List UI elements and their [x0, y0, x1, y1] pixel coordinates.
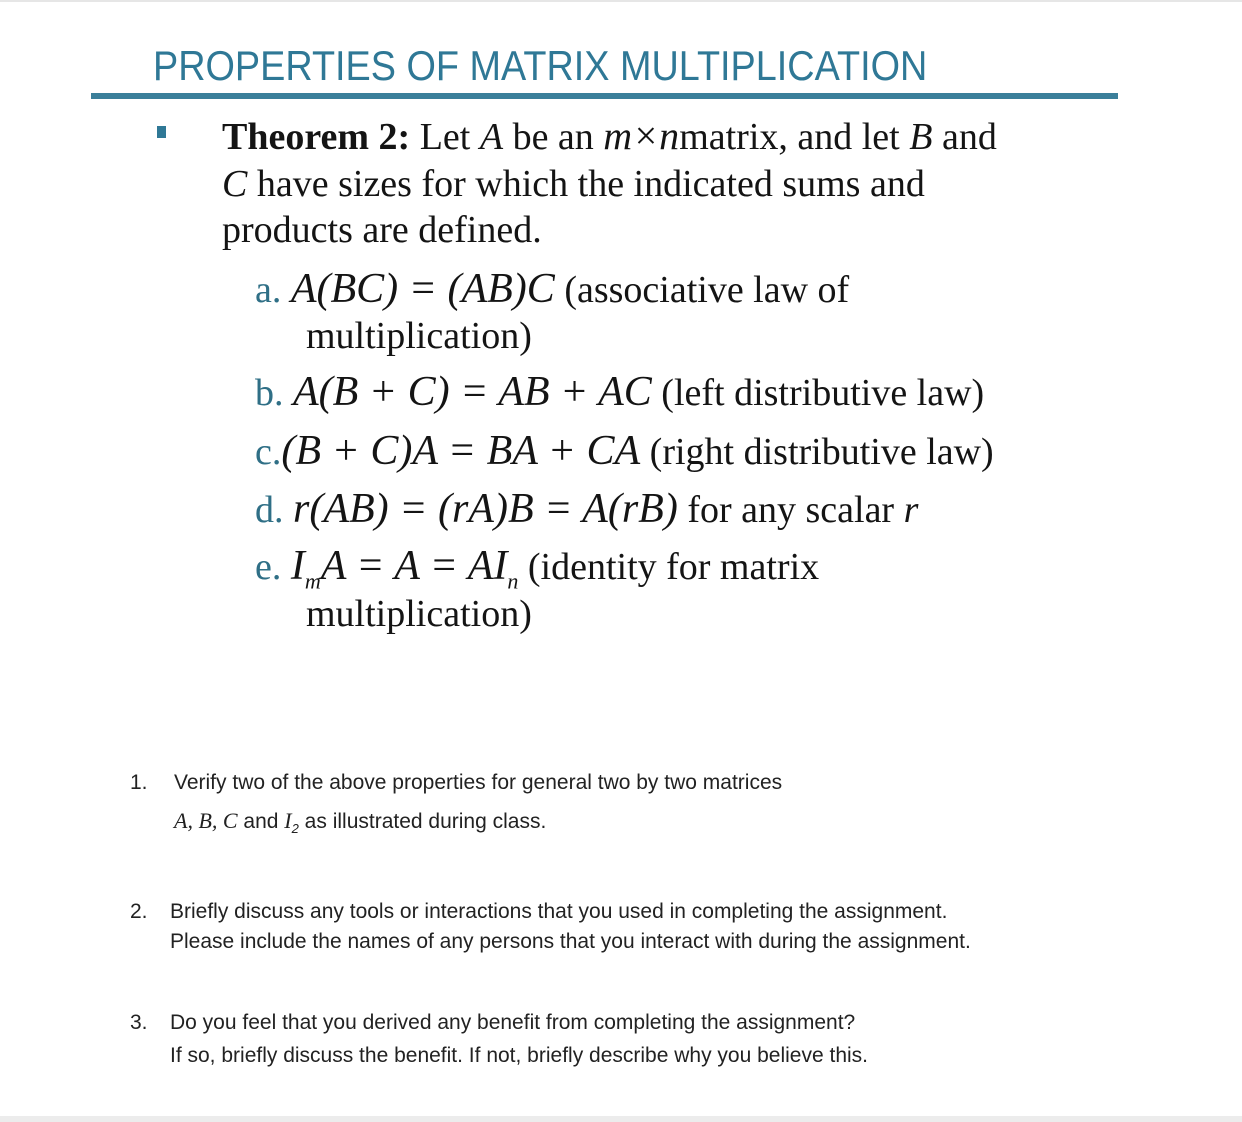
formula-mid: A = A = AI	[320, 543, 508, 589]
theorem-line-2	[222, 161, 925, 207]
theorem-line-3: products are defined.	[222, 209, 542, 251]
property-formula: r(AB) = (rA)B = A(rB)	[293, 486, 678, 532]
question-1-line-2	[174, 807, 546, 843]
page-title: PROPERTIES OF MATRIX MULTIPLICATION	[153, 42, 928, 89]
theorem-text: Let	[419, 116, 480, 158]
property-label: a.	[255, 269, 282, 311]
property-a-cont: multiplication)	[306, 315, 532, 357]
question-3-line-2: If so, briefly discuss the benefit. If not, briefly describe why you believe this.	[170, 1044, 869, 1067]
question-text: Briefly discuss any tools or interactions that you used in completing the assignment.	[170, 900, 948, 923]
property-formula: (B + C)A = BA + CA	[281, 428, 641, 474]
property-note: for any scalar	[687, 489, 904, 531]
question-2-line-2: Please include the names of any persons that you interact with during the assignment.	[170, 930, 971, 953]
question-2	[130, 898, 948, 926]
title-underline	[91, 93, 1118, 99]
property-d	[255, 486, 918, 533]
property-note: (associative law of	[564, 269, 850, 311]
subscript-n: n	[507, 568, 519, 594]
question-1	[130, 769, 783, 797]
property-b	[255, 369, 984, 416]
property-note: (right distributive law)	[649, 431, 994, 473]
theorem-line-1	[222, 113, 997, 160]
property-note: (left distributive law)	[661, 372, 985, 414]
property-formula: A(B + C) = AB + AC	[293, 369, 652, 415]
subscript-2: 2	[291, 821, 299, 836]
var-I: I	[290, 543, 305, 589]
property-label: d.	[255, 489, 284, 531]
property-e-cont: multiplication)	[306, 593, 532, 635]
question-3	[130, 1009, 856, 1037]
theorem-text: be an	[503, 116, 604, 158]
theorem-text: have sizes for which the indicated sums and	[247, 163, 925, 205]
property-label: c.	[255, 431, 282, 473]
var-r: r	[903, 489, 919, 531]
question-text: Verify two of the above properties for general two by two matrices	[174, 771, 783, 794]
var-I: I	[284, 808, 292, 833]
var-C: C	[222, 163, 248, 205]
property-formula: A(BC) = (AB)C	[290, 266, 555, 312]
property-note: (identity for matrix	[527, 546, 820, 588]
var-ABC: A, B, C	[174, 808, 238, 833]
property-a	[255, 266, 849, 313]
property-label: e.	[255, 546, 282, 588]
top-border	[0, 0, 1242, 2]
theorem-text: and	[932, 116, 997, 158]
property-c	[255, 428, 994, 475]
bottom-border	[0, 1116, 1242, 1122]
question-number: 3.	[130, 1011, 148, 1034]
question-number: 2.	[130, 900, 148, 923]
question-text: Do you feel that you derived any benefit from completing the assignment?	[170, 1011, 856, 1034]
theorem-text: matrix, and let	[679, 116, 910, 158]
var-A: A	[479, 116, 504, 158]
var-m-times-n: m×n	[603, 113, 680, 158]
subscript-m: m	[304, 568, 321, 594]
property-label: b.	[255, 372, 284, 414]
property-formula	[290, 543, 519, 594]
question-text: and	[237, 810, 285, 833]
square-bullet-icon	[157, 126, 166, 138]
theorem-heading: Theorem 2:	[222, 116, 411, 158]
question-text: as illustrated during class.	[298, 810, 547, 833]
question-number: 1.	[130, 771, 148, 794]
var-B: B	[909, 116, 933, 158]
